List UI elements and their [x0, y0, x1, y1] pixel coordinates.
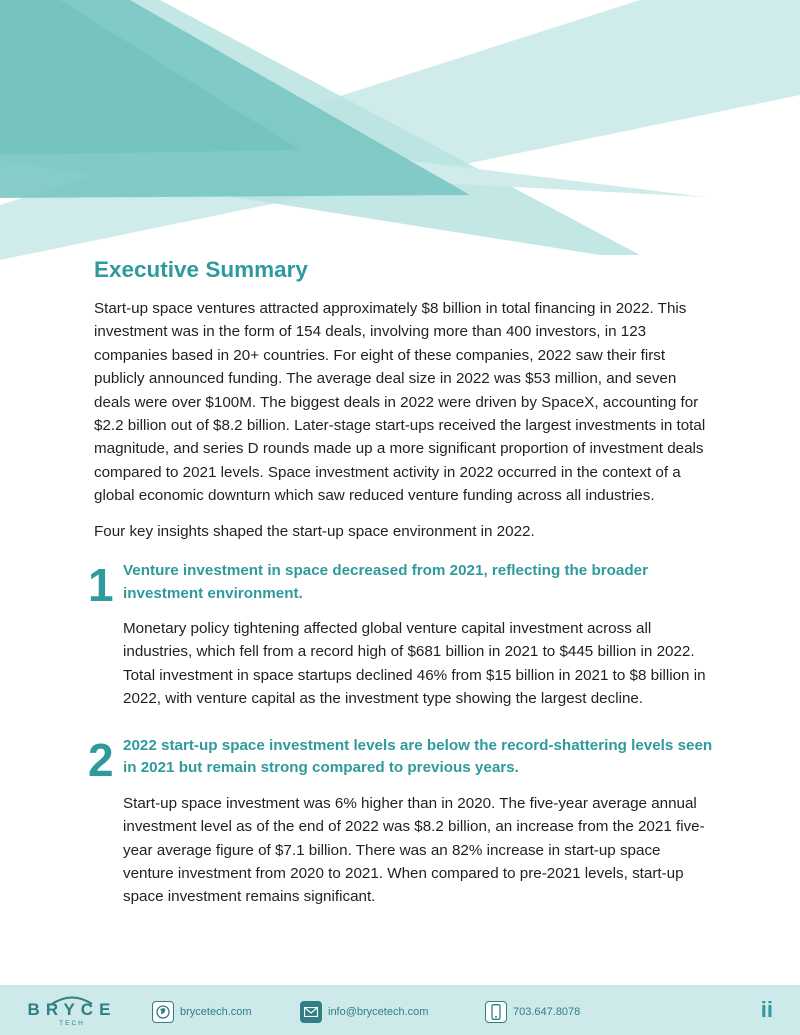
envelope-icon	[300, 1001, 322, 1023]
insight-number: 1	[88, 559, 114, 612]
brycetech-logo[interactable]	[22, 995, 122, 1031]
insight-heading: Venture investment in space decreased from 2021, reflecting the broader investment environment.	[123, 562, 649, 602]
insight-1	[88, 559, 714, 711]
lead-in-paragraph: Four key insights shaped the start-up space environment in 2022.	[94, 522, 535, 540]
insight-body: Start-up space investment was 6% higher than in 2020. The five-year average annual investment level as of the end of 2022 was $8.2 billion, an increase from the 2021 five-year average figure of $7.1 billion. There was an 82% increase in start-up space venture investment from 2020 to 2021. When compared to pre-2021 levels, start-up space investment remains significant.	[123, 794, 705, 906]
intro-paragraph: Start-up space ventures attracted approximately $8 billion in total financing in 2022. This investment was in the form of 154 deals, involving more than 400 investors, in 123 companies based in 20+ countries. For eight of these companies, 2022 saw their first publicly announced funding. The average deal size in 2022 was $53 million, and seven deals were over $100M. The biggest deals in 2022 were driven by SpaceX, accounting for $2.2 billion out of $8.2 billion. Later-stage start-ups received the largest investments in total magnitude, and series D rounds made up a more significant proportion of investment deals compared to 2021 levels. Space investment activity in 2022 occurred in the context of a global economic downturn which saw reduced venture funding across all industries.	[94, 300, 706, 505]
insight-number: 2	[88, 733, 114, 786]
header-banner-graphic	[0, 0, 800, 270]
email-contact[interactable]	[300, 999, 428, 1025]
logo-subtext: TECH	[59, 1020, 85, 1027]
phone-contact[interactable]	[485, 999, 580, 1025]
insight-heading: 2022 start-up space investment levels are below the record-shattering levels seen in 2021 but remain strong compared to previous years.	[123, 736, 713, 777]
website-contact[interactable]	[152, 999, 252, 1025]
email-link[interactable]: info@brycetech.com	[328, 1006, 429, 1018]
footer-bar	[0, 985, 800, 1035]
insight-body: Monetary policy tightening affected global venture capital investment across all industries, which fell from a record high of $681 billion in 2021 to $445 billion in 2022. Total investment in space startups declined 46% from $15 billion in 2021 to $8 billion in 2022, with venture capital as the investment type showing the largest decline.	[123, 620, 706, 708]
logo-text: BRYCE	[27, 1000, 117, 1019]
insight-2	[88, 733, 714, 909]
phone-icon	[485, 1001, 507, 1023]
website-link[interactable]: brycetech.com	[180, 1006, 252, 1018]
phone-number[interactable]: 703.647.8078	[513, 1006, 581, 1018]
globe-icon	[152, 1001, 174, 1023]
page-title: Executive Summary	[94, 257, 308, 282]
page-number: ii	[760, 997, 773, 1022]
document-body	[88, 255, 714, 909]
